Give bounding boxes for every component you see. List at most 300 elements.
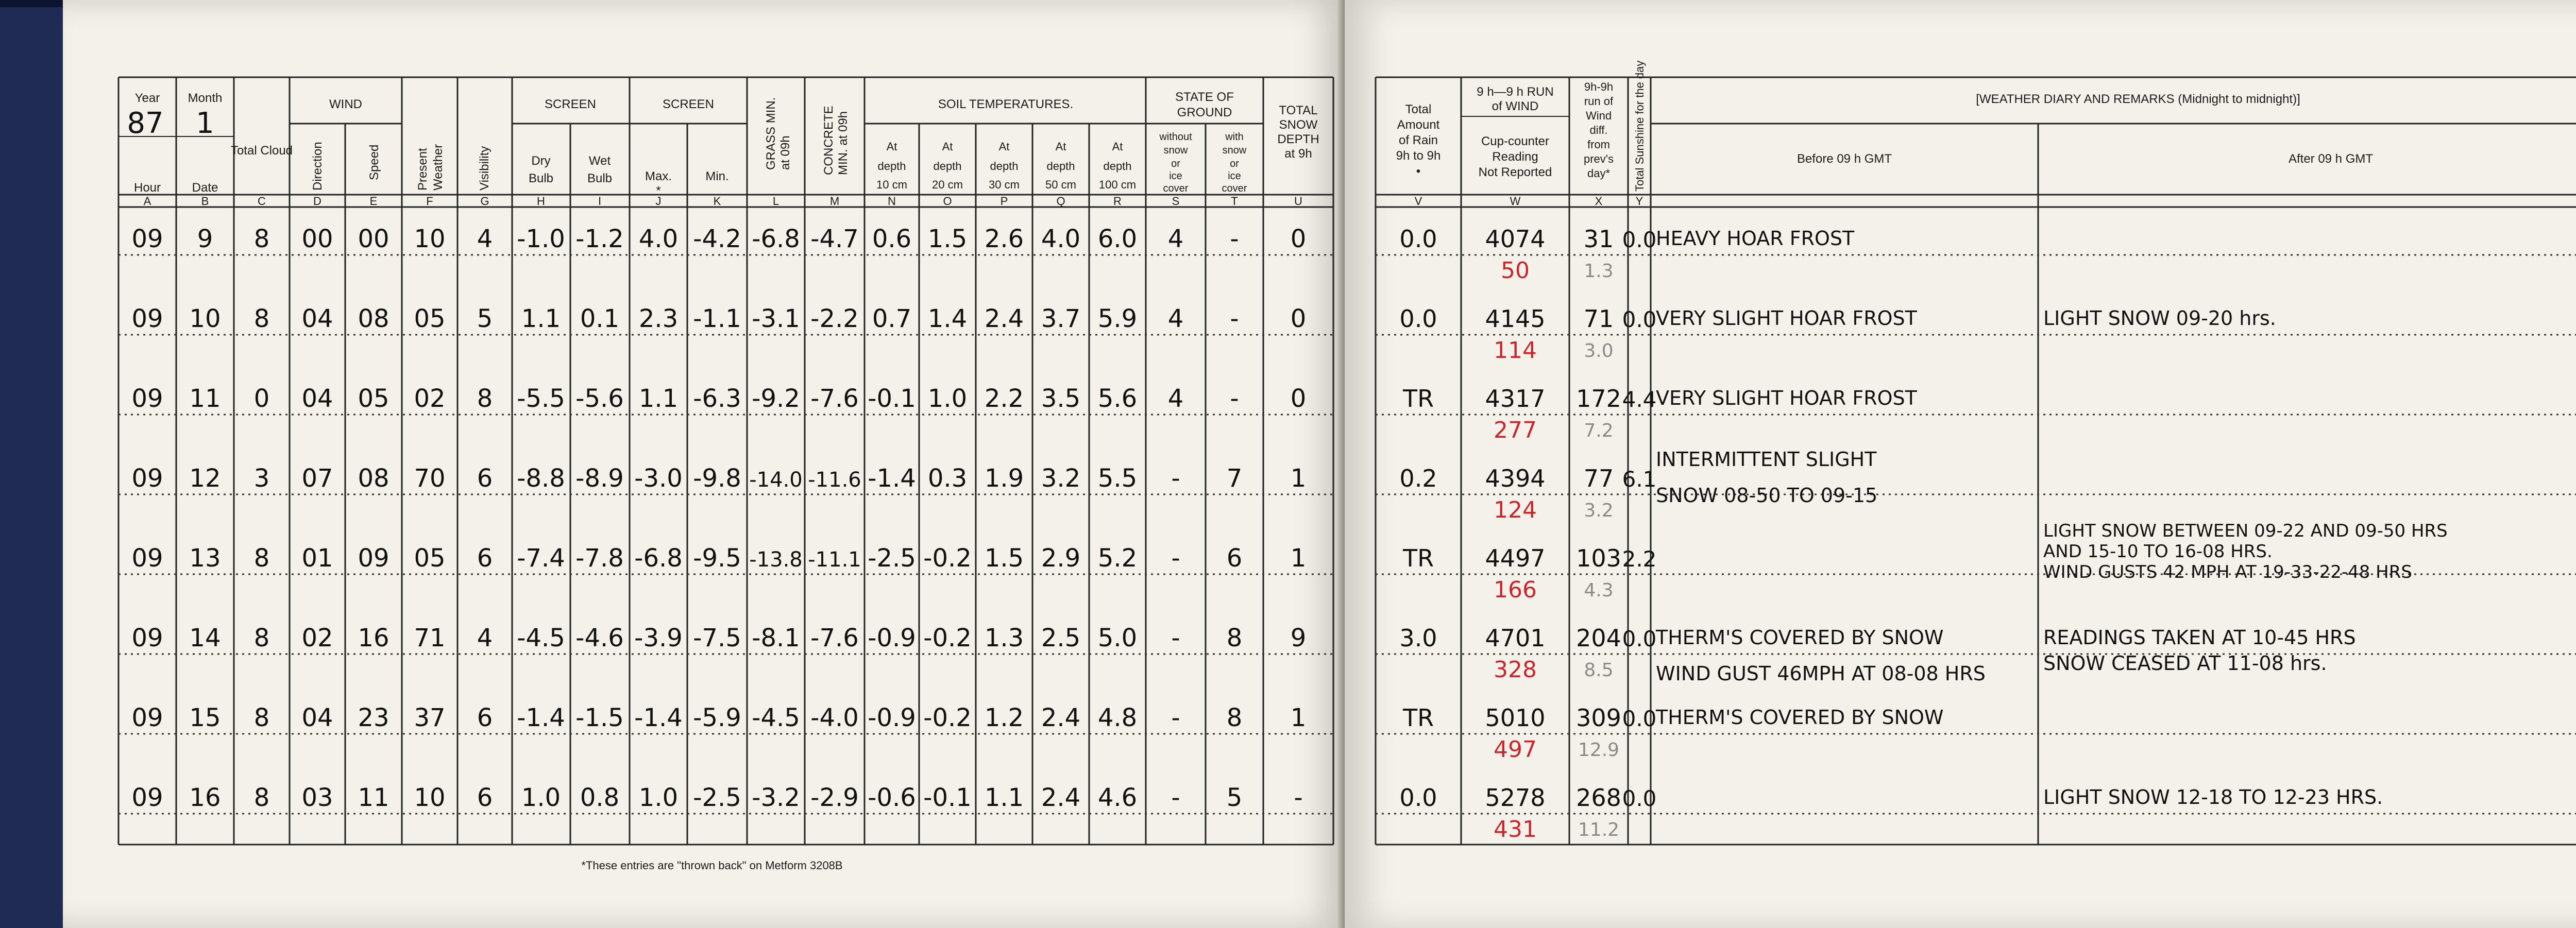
cell-nosnow: - — [1171, 464, 1180, 493]
cell-s30: 1.9 — [984, 464, 1024, 493]
svg-text:Total: Total — [1405, 102, 1432, 116]
column-letter-y: Y — [1635, 195, 1643, 208]
cell-run-pencil: 8.5 — [1584, 660, 1614, 681]
cell-speed: 16 — [358, 624, 389, 652]
cell-sunshine: 4.4 — [1622, 387, 1657, 412]
cell-cup-counter: 4317 — [1485, 385, 1546, 413]
right-page-form — [1345, 0, 2576, 928]
column-letter-h: H — [537, 195, 545, 208]
cell-s100: 5.2 — [1097, 544, 1138, 573]
cell-speed: 11 — [358, 783, 389, 812]
cell-max: 4.0 — [638, 225, 679, 253]
cell-min: -6.3 — [693, 384, 741, 413]
diary-after: WIND GUSTS 42 MPH AT 19-33-22-48 HRS — [2043, 562, 2412, 582]
cell-s10: 0.6 — [872, 225, 912, 253]
cell-cup-red: 50 — [1501, 257, 1530, 284]
cell-dry: 1.1 — [521, 304, 561, 333]
column-letter-x: X — [1595, 195, 1603, 208]
cell-dry: -1.0 — [517, 225, 565, 253]
cell-hour: 09 — [131, 783, 163, 812]
cell-speed: 08 — [358, 464, 389, 493]
cell-s10: -0.1 — [868, 384, 916, 413]
cell-date: 10 — [189, 304, 221, 333]
svg-text:At: At — [1055, 140, 1066, 153]
month-value: 1 — [196, 107, 214, 140]
cell-s100: 5.6 — [1097, 384, 1138, 413]
header-direction: Direction — [311, 142, 325, 191]
cell-conc: -7.6 — [810, 624, 859, 652]
cell-wind-run: 77 — [1583, 465, 1614, 492]
header-max: Max. — [645, 169, 672, 183]
cell-rain: TR — [1402, 544, 1434, 572]
svg-text:without: without — [1159, 131, 1192, 143]
header-hour: Hour — [133, 181, 161, 195]
cell-cloud: 8 — [253, 703, 270, 732]
diary-after: LIGHT SNOW 12-18 TO 12-23 HRS. — [2043, 786, 2383, 809]
cell-depth: - — [1294, 783, 1303, 812]
right-column-letters — [1415, 195, 1643, 208]
svg-text:TOTAL: TOTAL — [1279, 104, 1318, 117]
svg-text:100 cm: 100 cm — [1098, 178, 1137, 191]
cell-run-pencil: 3.0 — [1584, 340, 1614, 362]
cell-cup-red: 328 — [1494, 657, 1537, 683]
cell-dry: 1.0 — [521, 783, 561, 812]
svg-text:snow: snow — [1222, 145, 1247, 156]
cell-run-pencil: 7.2 — [1584, 420, 1614, 441]
cell-hour: 09 — [131, 304, 163, 333]
cell-hour: 09 — [131, 464, 163, 493]
cell-s10: -0.9 — [868, 624, 916, 652]
cell-cloud: 8 — [253, 624, 270, 652]
svg-text:10 cm: 10 cm — [876, 178, 907, 191]
cell-snow: 8 — [1226, 624, 1243, 652]
cell-min: -4.2 — [693, 225, 741, 253]
svg-text:day*: day* — [1587, 167, 1611, 180]
cell-s50: 2.5 — [1041, 624, 1081, 652]
svg-text:diff.: diff. — [1589, 124, 1608, 136]
cell-vis: 8 — [477, 384, 493, 413]
cell-date: 14 — [189, 624, 221, 652]
cell-conc: -4.7 — [810, 225, 859, 253]
column-letter-i: I — [598, 195, 602, 208]
cell-speed: 09 — [358, 544, 389, 573]
cell-pw: 10 — [414, 225, 446, 253]
header-grass-min: GRASS MIN.at 09h — [764, 97, 792, 170]
cell-date: 16 — [189, 783, 221, 812]
cell-vis: 4 — [477, 624, 493, 652]
cell-dir: 02 — [301, 624, 333, 652]
cell-wet: -7.8 — [575, 544, 624, 573]
cell-wind-run: 172 — [1576, 385, 1621, 413]
cell-dir: 04 — [301, 384, 333, 413]
header-year: Year — [134, 91, 160, 105]
header-cup-counter — [1479, 134, 1552, 179]
cell-wet: -4.6 — [575, 624, 624, 652]
cell-run-pencil: 4.3 — [1584, 580, 1614, 601]
column-letter-e: E — [369, 195, 378, 208]
svg-text:50 cm: 50 cm — [1045, 178, 1076, 191]
cell-speed: 05 — [358, 384, 389, 413]
cell-depth: 0 — [1290, 304, 1307, 333]
column-letter-q: Q — [1056, 195, 1065, 208]
header-with-snow — [1222, 131, 1247, 194]
cell-wet: 0.8 — [580, 783, 620, 812]
cell-run-pencil: 12.9 — [1578, 740, 1620, 761]
cell-snow: - — [1230, 384, 1239, 413]
diary-after: AND 15-10 TO 16-08 HRS. — [2043, 541, 2273, 562]
header-run-of-wind — [1477, 85, 1553, 113]
svg-text:Not Reported: Not Reported — [1478, 165, 1552, 179]
cell-rain: 3.0 — [1399, 624, 1437, 652]
svg-text:9h-9h: 9h-9h — [1584, 80, 1614, 93]
cell-run-pencil: 11.2 — [1578, 819, 1620, 840]
cell-s30: 1.2 — [984, 703, 1024, 732]
column-letter-f: F — [426, 195, 433, 208]
cell-conc: -11.6 — [808, 468, 861, 492]
soil-depth-headers — [876, 140, 1136, 191]
cell-cup-red: 497 — [1494, 736, 1537, 763]
cell-wet: -1.5 — [575, 703, 624, 732]
cell-max: 1.0 — [638, 783, 679, 812]
header-dry: Dry Bulb — [528, 154, 554, 185]
svg-text:Cup-counter: Cup-counter — [1481, 134, 1550, 148]
column-letter-j: J — [655, 195, 662, 208]
header-total-cloud: Total Cloud — [230, 144, 293, 158]
cell-cup-counter: 5278 — [1485, 784, 1546, 812]
svg-text:depth: depth — [933, 160, 962, 173]
diary-before: HEAVY HOAR FROST — [1656, 227, 1855, 250]
cell-cup-counter: 4394 — [1485, 465, 1546, 492]
cell-sunshine: 0.0 — [1622, 307, 1657, 332]
cell-hour: 09 — [131, 384, 163, 413]
cell-sunshine: 2.2 — [1622, 546, 1657, 572]
svg-text:depth: depth — [877, 160, 906, 173]
cell-max: 1.1 — [638, 384, 679, 413]
cell-cloud: 8 — [253, 304, 270, 333]
year-value: 87 — [127, 107, 164, 140]
diary-after: READINGS TAKEN AT 10-45 HRS — [2043, 626, 2356, 649]
cell-nosnow: - — [1171, 783, 1180, 812]
cell-vis: 6 — [477, 703, 493, 732]
svg-text:9 h—9 h RUN: 9 h—9 h RUN — [1477, 85, 1554, 99]
cell-min: -9.5 — [693, 544, 741, 573]
cell-pw: 05 — [414, 544, 446, 573]
header-date: Date — [192, 181, 218, 195]
cell-hour: 09 — [131, 544, 163, 573]
svg-text:or: or — [1171, 158, 1180, 169]
cell-s20: 1.0 — [927, 384, 968, 413]
cell-cup-red: 166 — [1494, 577, 1537, 603]
cell-min: -1.1 — [693, 304, 741, 333]
cell-s10: -0.9 — [868, 703, 916, 732]
cell-s100: 6.0 — [1097, 225, 1138, 253]
svg-text:At: At — [886, 140, 897, 153]
cell-s100: 5.5 — [1097, 464, 1138, 493]
left-page-form — [63, 0, 1345, 928]
column-letter-n: N — [888, 195, 896, 208]
header-month: Month — [188, 91, 223, 105]
cell-conc: -2.9 — [810, 783, 859, 812]
header-concrete-min: CONCRETEMIN. at 09h — [822, 106, 850, 175]
svg-text:of WIND: of WIND — [1492, 99, 1539, 113]
cell-max: 2.3 — [638, 304, 679, 333]
cell-dir: 03 — [301, 783, 333, 812]
cell-vis: 5 — [477, 304, 493, 333]
cell-s20: -0.1 — [923, 783, 972, 812]
cell-s10: -1.4 — [868, 464, 916, 493]
cell-vis: 6 — [477, 464, 493, 493]
svg-text:of Rain: of Rain — [1398, 133, 1438, 147]
header-speed: Speed — [367, 144, 381, 180]
cell-run-pencil: 1.3 — [1584, 261, 1614, 282]
cell-min: -2.5 — [693, 783, 741, 812]
column-letter-w: W — [1510, 195, 1521, 208]
cell-s20: -0.2 — [923, 544, 972, 573]
cell-grass: -3.2 — [752, 783, 800, 812]
cell-hour: 09 — [131, 703, 163, 732]
cell-grass: -4.5 — [752, 703, 800, 732]
cell-date: 9 — [197, 225, 213, 253]
cell-pw: 05 — [414, 304, 446, 333]
cell-wind-run: 309 — [1576, 704, 1621, 732]
cell-max: -6.8 — [634, 544, 683, 573]
cell-cloud: 8 — [253, 225, 270, 253]
cell-date: 13 — [189, 544, 221, 573]
svg-text:9h to 9h: 9h to 9h — [1396, 149, 1441, 163]
cell-wet: -8.9 — [575, 464, 624, 493]
left-page — [63, 0, 1345, 928]
cell-wind-run: 31 — [1583, 225, 1614, 253]
cell-grass: -9.2 — [752, 384, 800, 413]
cell-s30: 2.4 — [984, 304, 1024, 333]
svg-text:Amount: Amount — [1397, 118, 1440, 132]
cell-cloud: 8 — [253, 783, 270, 812]
cell-wet: 0.1 — [580, 304, 620, 333]
cell-nosnow: 4 — [1167, 384, 1184, 413]
cell-max: -3.0 — [634, 464, 683, 493]
cell-wind-run: 103 — [1576, 544, 1621, 572]
cell-sunshine: 0.0 — [1622, 227, 1657, 252]
svg-text:At: At — [942, 140, 953, 153]
cell-snow: 7 — [1226, 464, 1243, 493]
cell-cloud: 0 — [253, 384, 270, 413]
cell-depth: 0 — [1290, 384, 1307, 413]
cell-vis: 6 — [477, 783, 493, 812]
svg-text:at 9h: at 9h — [1284, 147, 1312, 161]
svg-text:from: from — [1587, 138, 1610, 151]
cell-s30: 1.3 — [984, 624, 1024, 652]
column-letter-l: L — [772, 195, 779, 208]
cell-dry: -7.4 — [517, 544, 565, 573]
cell-cup-counter: 4497 — [1485, 544, 1546, 572]
cell-sunshine: 6.1 — [1622, 467, 1657, 492]
cell-cup-counter: 5010 — [1485, 704, 1546, 732]
cell-cup-counter: 4145 — [1485, 305, 1546, 333]
cell-run-pencil: 3.2 — [1584, 500, 1614, 521]
cell-speed: 23 — [358, 703, 389, 732]
header-without-snow — [1159, 131, 1192, 194]
cell-pw: 10 — [414, 783, 446, 812]
cell-hour: 09 — [131, 624, 163, 652]
svg-text:SNOW: SNOW — [1279, 118, 1318, 132]
diary-after: LIGHT SNOW BETWEEN 09-22 AND 09-50 HRS — [2043, 521, 2448, 541]
cell-wet: -1.2 — [575, 225, 624, 253]
header-wet: Wet Bulb — [587, 154, 613, 185]
header-visibility: Visibility — [478, 146, 492, 191]
header-after-09: After 09 h GMT — [2288, 152, 2374, 166]
cell-dir: 07 — [301, 464, 333, 493]
cell-conc: -2.2 — [810, 304, 859, 333]
header-sunshine: Total Sunshine for the day — [1633, 60, 1646, 192]
diary-before: THERM'S COVERED BY SNOW — [1656, 706, 1944, 729]
cell-wet: -5.6 — [575, 384, 624, 413]
diary-before: WIND GUST 46MPH AT 08-08 HRS — [1656, 662, 1986, 685]
right-page — [1345, 0, 2576, 928]
cell-cloud: 8 — [253, 544, 270, 573]
header-state-ground: STATE OF GROUND — [1175, 90, 1234, 119]
cell-date: 12 — [189, 464, 221, 493]
cell-min: -7.5 — [693, 624, 741, 652]
cell-date: 15 — [189, 703, 221, 732]
svg-text:run of: run of — [1584, 95, 1614, 108]
svg-text:snow: snow — [1163, 145, 1188, 156]
cell-cloud: 3 — [253, 464, 270, 493]
column-letter-v: V — [1414, 195, 1422, 208]
cell-nosnow: - — [1171, 544, 1180, 573]
cell-cup-red: 124 — [1494, 497, 1537, 523]
cell-cup-counter: 4074 — [1485, 225, 1546, 253]
svg-text:depth: depth — [990, 160, 1019, 173]
column-letter-u: U — [1294, 195, 1302, 208]
header-screen-2: SCREEN — [662, 97, 715, 111]
cell-s50: 3.7 — [1041, 304, 1081, 333]
cell-s20: -0.2 — [923, 624, 972, 652]
header-screen-1: SCREEN — [544, 97, 597, 111]
column-letter-o: O — [943, 195, 952, 208]
svg-text:Wind: Wind — [1585, 109, 1612, 122]
column-letter-c: C — [258, 195, 266, 208]
cell-nosnow: - — [1171, 624, 1180, 652]
cell-s50: 2.4 — [1041, 783, 1081, 812]
cell-pw: 71 — [414, 624, 446, 652]
column-letter-k: K — [713, 195, 721, 208]
cell-rain: 0.0 — [1399, 225, 1437, 253]
cell-conc: -11.1 — [808, 548, 861, 572]
cell-rain: 0.2 — [1399, 465, 1437, 492]
column-letter-g: G — [480, 195, 489, 208]
cell-rain: TR — [1402, 385, 1434, 413]
cell-snow: 5 — [1226, 783, 1243, 812]
svg-text:30 cm: 30 cm — [989, 178, 1020, 191]
header-wind: WIND — [329, 97, 362, 111]
cell-speed: 08 — [358, 304, 389, 333]
svg-text:Reading: Reading — [1492, 150, 1538, 164]
column-letter-m: M — [829, 195, 840, 208]
cell-s50: 3.2 — [1041, 464, 1081, 493]
cell-s50: 2.9 — [1041, 544, 1081, 573]
cell-cup-red: 114 — [1494, 337, 1537, 364]
column-letter-a: A — [143, 195, 151, 208]
svg-text:At: At — [1112, 140, 1123, 153]
cell-vis: 4 — [477, 225, 493, 253]
cell-dry: -4.5 — [517, 624, 565, 652]
header-min: Min. — [705, 169, 729, 183]
column-letter-b: B — [201, 195, 209, 208]
cell-date: 11 — [189, 384, 221, 413]
column-letter-t: T — [1231, 195, 1238, 208]
diary-before: VERY SLIGHT HOAR FROST — [1656, 387, 1917, 409]
svg-text:•: • — [1416, 164, 1421, 178]
cell-dir: 04 — [301, 304, 333, 333]
cell-hour: 09 — [131, 225, 163, 253]
svg-text:depth: depth — [1103, 160, 1132, 173]
cell-sunshine: 0.0 — [1622, 706, 1657, 731]
cell-dir: 04 — [301, 703, 333, 732]
column-letter-r: R — [1113, 195, 1122, 208]
diary-before: VERY SLIGHT HOAR FROST — [1656, 307, 1917, 330]
diary-after: LIGHT SNOW 09-20 hrs. — [2043, 307, 2276, 330]
cell-depth: 0 — [1290, 225, 1307, 253]
cell-s100: 4.6 — [1097, 783, 1138, 812]
header-present-weather: Present Weather — [416, 144, 445, 191]
cell-s50: 3.5 — [1041, 384, 1081, 413]
column-letter-s: S — [1172, 195, 1180, 208]
cell-depth: 9 — [1290, 624, 1307, 652]
cell-grass: -8.1 — [752, 624, 800, 652]
cell-sunshine: 0.0 — [1622, 626, 1657, 651]
cell-nosnow: 4 — [1167, 304, 1184, 333]
diary-after: SNOW CEASED AT 11-08 hrs. — [2043, 652, 2327, 675]
header-total-snow — [1277, 104, 1319, 161]
cell-s20: 1.4 — [927, 304, 968, 333]
cell-wind-run: 71 — [1583, 305, 1614, 333]
cell-conc: -7.6 — [810, 384, 859, 413]
svg-text:depth: depth — [1046, 160, 1075, 173]
cell-grass: -6.8 — [752, 225, 800, 253]
cell-s30: 2.6 — [984, 225, 1024, 253]
cell-wind-run: 204 — [1576, 624, 1621, 652]
footnote: *These entries are "thrown back" on Metform 3208B — [581, 859, 843, 872]
cell-min: -9.8 — [693, 464, 741, 493]
cell-snow: - — [1230, 304, 1239, 333]
svg-text:20 cm: 20 cm — [932, 178, 963, 191]
svg-text:cover: cover — [1163, 183, 1189, 194]
cell-s100: 5.9 — [1097, 304, 1138, 333]
cell-grass: -13.8 — [749, 548, 803, 572]
cell-s20: 1.5 — [927, 225, 968, 253]
diary-before: INTERMITTENT SLIGHT — [1656, 448, 1877, 471]
svg-text:At: At — [998, 140, 1010, 153]
cell-s30: 1.5 — [984, 544, 1024, 573]
cell-rain: 0.0 — [1399, 784, 1437, 812]
header-diary-title: [WEATHER DIARY AND REMARKS (Midnight to midnight)] — [1976, 92, 2300, 106]
cell-s30: 1.1 — [984, 783, 1024, 812]
cell-max: -1.4 — [634, 703, 683, 732]
cell-depth: 1 — [1290, 464, 1307, 493]
diary-before: THERM'S COVERED BY SNOW — [1656, 626, 1944, 649]
cell-sunshine: 0.0 — [1622, 786, 1657, 811]
cell-depth: 1 — [1290, 703, 1307, 732]
cell-dry: -8.8 — [517, 464, 565, 493]
header-before-09: Before 09 h GMT — [1797, 152, 1892, 166]
cell-max: -3.9 — [634, 624, 683, 652]
svg-text:prev's: prev's — [1584, 152, 1614, 165]
cell-s30: 2.2 — [984, 384, 1024, 413]
column-letter-d: D — [313, 195, 321, 208]
header-max-star: * — [656, 184, 661, 198]
cell-depth: 1 — [1290, 544, 1307, 573]
cell-pw: 70 — [414, 464, 446, 493]
